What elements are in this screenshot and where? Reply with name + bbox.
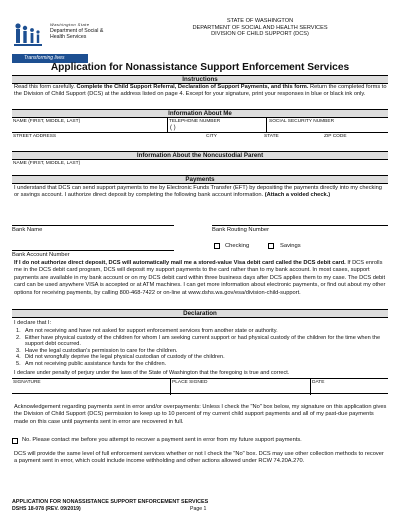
account-number-line[interactable] — [12, 250, 174, 251]
family-figures-icon — [12, 20, 46, 52]
savings-label: Savings — [280, 243, 301, 249]
list-item: 4. Did not wrongfully deprive the legal physical custodian of custody of the children. — [16, 354, 225, 361]
debit-card-notice: If I do not authorize direct deposit, DCS will automatically mail me a stored-value Visa debit card called the DCS debit card. If DCS enrolls me in the DCS debit card program, DCS will deposit my support payments to the card rather than to my bank account. In most cases, support payments are available in my bank account or on my DCS debit card within three business days after DCS applies them to my case. The DCS debit card can be used anywhere VISA is accepted or at ATM machines. I can get more information about electronic payments, or find out about my other options for receiving payments, by calling 800-468-7422 or on-line at www.dshs.wa.gov/esa/division-child-support. — [14, 260, 386, 296]
signature-row — [12, 378, 388, 394]
about-me-row-1 — [12, 118, 388, 133]
place-signed-label: PLACE SIGNED — [172, 380, 208, 385]
savings-checkbox[interactable] — [268, 243, 274, 249]
routing-number-label: Bank Routing Number — [212, 227, 270, 233]
phone-label: TELEPHONE NUMBER — [169, 119, 221, 124]
list-item: 5. Am not receiving public assistance funds for the children. — [16, 360, 167, 367]
footer-form-number: DSHS 18-078 (REV. 09/2019) — [12, 506, 81, 512]
agency-header — [160, 18, 360, 38]
header-line-1: STATE OF WASHINGTON — [226, 18, 294, 24]
ncp-row — [12, 160, 388, 174]
declaration-heading: Declaration — [12, 309, 388, 318]
ncp-name-label: NAME (FIRST, MIDDLE, LAST) — [13, 161, 81, 166]
no-option-label: No. Please contact me before you attempt to recover a payment sent in error from my future support payments. — [22, 437, 302, 443]
bank-name-label: Bank Name — [12, 227, 43, 233]
footer-form-title: APPLICATION FOR NONASSISTANCE SUPPORT ENFORCEMENT SERVICES — [12, 499, 209, 505]
no-checkbox[interactable] — [12, 438, 18, 444]
name-label: NAME (FIRST, MIDDLE, LAST) — [13, 119, 81, 124]
bank-name-line[interactable] — [12, 225, 174, 226]
checking-checkbox[interactable] — [214, 243, 220, 249]
perjury-statement: I declare under penalty of perjury under the laws of the State of Washington that the foregoing is true and correct. — [14, 370, 290, 376]
dshs-logo — [12, 20, 112, 60]
ssn-label: SOCIAL SECURITY NUMBER — [269, 119, 335, 124]
ncp-heading: Information About the Noncustodial Parent — [12, 151, 388, 160]
routing-number-line[interactable] — [212, 225, 388, 226]
list-item: 3. Have the legal custodian's permission to care for the children. — [16, 347, 178, 354]
date-label: DATE — [312, 380, 325, 385]
account-number-label: Bank Account Number — [12, 252, 70, 258]
state-label: STATE — [264, 134, 279, 139]
form-title: Application for Nonassistance Support Enforcement Services — [50, 62, 350, 73]
city-label: CITY — [206, 134, 217, 139]
zip-label: ZIP CODE — [324, 134, 347, 139]
instructions-text: Read this form carefully. Complete the Child Support Referral, Declaration of Support Payments, and this form. Return the completed forms to the Division of Child Support (DCS) at the address listed on page 4. Except for your signature, print your responses in blue or black ink only. — [14, 84, 387, 98]
about-me-heading: Information About Me — [12, 109, 388, 118]
list-item: 2. Either have physical custody of the children for whom I am seeking current support or had physical custody of the children for the time when the support debt occurred. — [16, 334, 381, 348]
payments-heading: Payments — [12, 175, 388, 184]
footer-page-number: Page 1 — [190, 506, 207, 512]
acknowledgement-text: Acknowledgement regarding payments sent in error and/or overpayments: Unless I check the "No" box below, my signature on this application gives the Division of Child Support (DCS) permission to keep up to 10 percent of my current child support payments and all of my past-due payments made on this case until payments sent in error are recovered in full. — [14, 404, 387, 425]
logo-department: Department of Social & Health Services — [50, 28, 104, 40]
signature-label: SIGNATURE — [13, 380, 41, 385]
header-line-2: DEPARTMENT OF SOCIAL AND HEALTH SERVICES — [192, 24, 328, 31]
street-label: STREET ADDRESS — [13, 134, 57, 139]
logo-state: Washington State — [50, 22, 90, 27]
checking-label: Checking — [225, 243, 250, 249]
acknowledgement-closing: DCS will provide the same level of full enforcement services whether or not I check the "No" box. DCS may use other collection methods to recover a payment sent in error, which could include income withholding and other actions allowed under RCW 74.20A.270. — [14, 451, 384, 465]
payments-text: I understand that DCS can send support payments to me by Electronic Funds Transfer (EFT) by depositing the payments directly into my checking or savings account. I authorize direct deposit by completing the following bank account information. (Attach a voided check.) — [14, 185, 382, 199]
phone-area-code: ( ) — [170, 125, 176, 131]
declaration-intro: I declare that I: — [14, 320, 52, 326]
instructions-heading: Instructions — [12, 75, 388, 84]
about-me-row-2 — [12, 133, 388, 147]
declaration-list — [16, 328, 386, 368]
header-line-3: DIVISION OF CHILD SUPPORT (DCS) — [211, 31, 309, 38]
list-item: 1. Am not receiving and have not asked for support enforcement services from another state or authority. — [16, 328, 278, 334]
logo-tagline: Transforming lives — [12, 54, 88, 63]
